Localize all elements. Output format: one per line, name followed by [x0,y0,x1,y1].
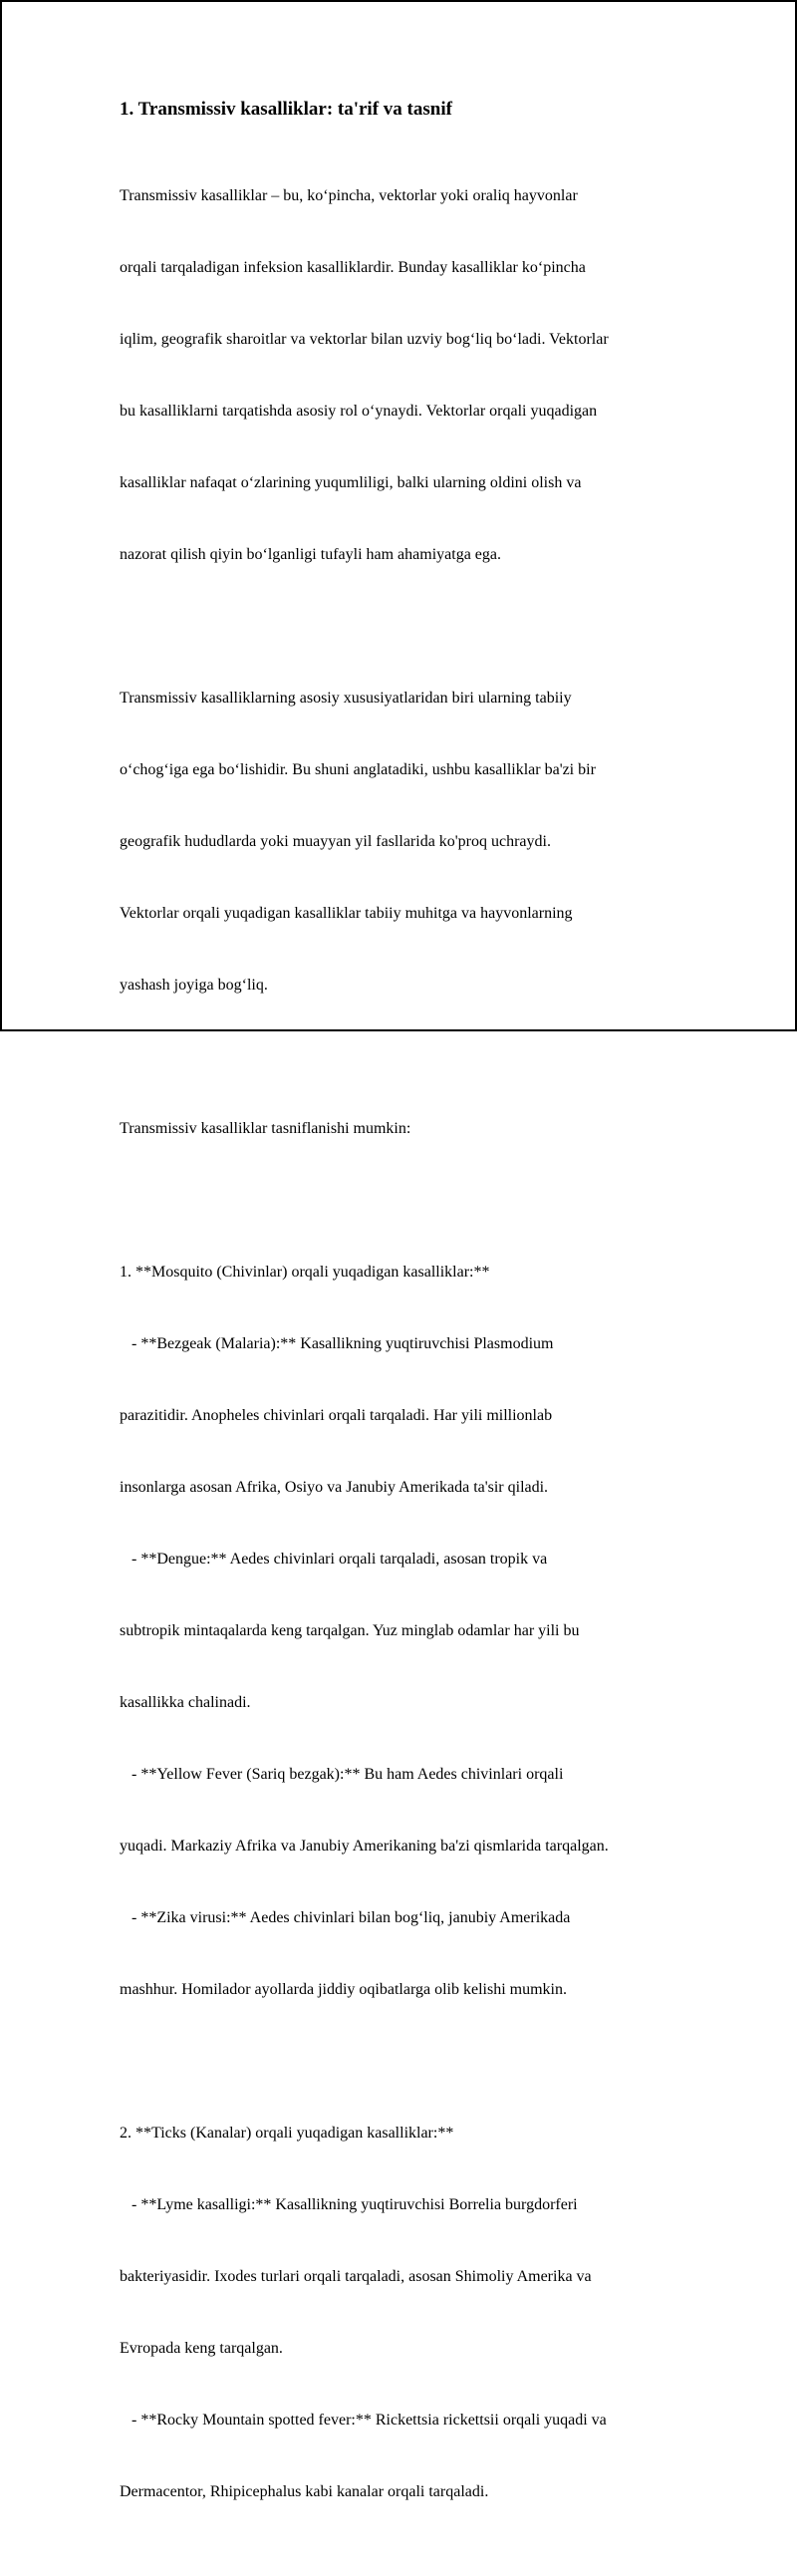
text-line: Vektorlar orqali yuqadigan kasalliklar tabiiy muhitga va hayvonlarning [120,905,573,922]
list-item-line: - **Zika virusi:** Aedes chivinlari bilan bogʻliq, janubiy Amerikada [120,1909,571,1926]
paragraph-classification-intro [120,1069,697,1189]
list-item-line: - **Bezgeak (Malaria):** Kasallikning yuqtiruvchisi Plasmodium [120,1335,554,1352]
list-item-line: - **Yellow Fever (Sariq bezgak):** Bu ham Aedes chivinlari orqali [120,1766,564,1783]
list-heading: 1. **Mosquito (Chivinlar) orqali yuqadigan kasalliklar:** [120,1264,490,1281]
text-line: yashash joyiga bogʻliq. [120,977,268,994]
text-line: kasalliklar nafaqat oʻzlarining yuqumliligi, balki ularning oldini olish va [120,474,582,491]
text-line: Transmissiv kasalliklar – bu, koʻpincha, vektorlar yoki oraliq hayvonlar [120,187,578,204]
text-line: kasallikka chalinadi. [120,1694,251,1711]
text-line: Dermacentor, Rhipicephalus kabi kanalar orqali tarqaladi. [120,2483,489,2500]
text-line: oʻchogʻiga ega boʻlishidir. Bu shuni anglatadiki, ushbu kasalliklar ba'zi bir [120,761,596,778]
list-item-line: - **Dengue:** Aedes chivinlari orqali tarqaladi, asosan tropik va [120,1551,548,1568]
list-item-line: - **Lyme kasalligi:** Kasallikning yuqtiruvchisi Borrelia burgdorferi [120,2196,578,2213]
text-line: nazorat qilish qiyin boʻlganligi tufayli ham ahamiyatga ega. [120,546,501,563]
text-line: iqlim, geografik sharoitlar va vektorlar bilan uzviy bogʻliq boʻladi. Vektorlar [120,331,609,348]
list-heading: 2. **Ticks (Kanalar) orqali yuqadigan kasalliklar:** [120,2125,454,2142]
text-line: orqali tarqaladigan infeksion kasalliklardir. Bunday kasalliklar koʻpincha [120,259,586,276]
section-title: 1. Transmissiv kasalliklar: ta'rif va tasnif [120,99,452,120]
text-line: parazitidir. Anopheles chivinlari orqali tarqaladi. Har yili millionlab [120,1407,553,1424]
text-line: Transmissiv kasalliklar tasniflanishi mumkin: [120,1120,411,1137]
text-line: bu kasalliklarni tarqatishda asosiy rol oʻynaydi. Vektorlar orqali yuqadigan [120,403,598,420]
text-line: subtropik mintaqalarda keng tarqalgan. Yuz minglab odamlar har yili bu [120,1622,580,1639]
list-tick-diseases [120,2074,697,2552]
list-item-line: - **Rocky Mountain spotted fever:** Rickettsia rickettsii orqali yuqadi va [120,2412,607,2429]
list-mosquito-diseases [120,1213,697,2050]
text-line: yuqadi. Markaziy Afrika va Janubiy Amerikaning ba'zi qismlarida tarqalgan. [120,1838,609,1855]
text-line: Evropada keng tarqalgan. [120,2340,283,2357]
text-line: bakteriyasidir. Ixodes turlari orqali tarqaladi, asosan Shimoliy Amerika va [120,2268,592,2285]
text-line: Transmissiv kasalliklarning asosiy xususiyatlaridan biri ularning tabiiy [120,690,572,707]
text-line: geografik hududlarda yoki muayyan yil fasllarida ko'proq uchraydi. [120,833,551,850]
paragraph-definition [120,137,697,615]
paragraph-characteristics [120,639,697,1045]
text-line: mashhur. Homilador ayollarda jiddiy oqibatlarga olib kelishi mumkin. [120,1981,567,1998]
text-line: insonlarga asosan Afrika, Osiyo va Janubiy Amerikada ta'sir qiladi. [120,1479,549,1496]
document-body [120,98,697,2576]
